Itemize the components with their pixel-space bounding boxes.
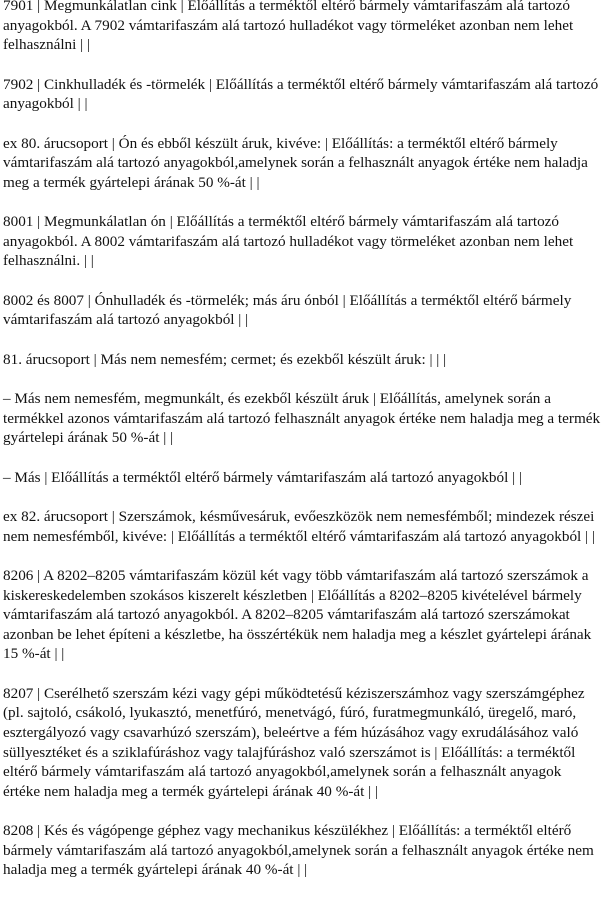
paragraph-81: 81. árucsoport | Más nem nemesfém; cermet; és ezekből készült áruk: | | | — [3, 350, 447, 368]
paragraph-8207: 8207 | Cserélhető szerszám kézi vagy gépi működtetésű kéziszerszámhoz vagy szerszámgéphez (pl. sajtoló, csákoló, lyukasztó, menetfúró, menetvágó, fúró, furatmegmunkáló, üregelő, maró, esztergályozó vagy csavarhúzó szerszám), beleértve a fém húzásához vagy exrudálásához való süllyesztéket és a sziklafúráshoz vagy talajfúráshoz való szerszámot is | Előállítás: a terméktől eltérő bármely vámtarifaszám alá tartozó anyagokból,amelynek során a felhasznált anyagok értéke nem haladja meg a termék gyártelepi árának 40 %-át | | — [3, 684, 585, 800]
paragraph-ex-82: ex 82. árucsoport | Szerszámok, késművesáruk, evőeszközök nem nemesfémből; mindezek részei nem nemesfémből, kivéve: | Előállítás a terméktől eltérő vámtarifaszám alá tartozó anyagokból | | — [3, 508, 595, 545]
document-body — [3, 0, 601, 900]
paragraph-8206: 8206 | A 8202–8205 vámtarifaszám közül két vagy több vámtarifaszám alá tartozó szerszámok a kiskereskedelemben szokásos kiszerelt készletben | Előállítás a 8202–8205 kivételével bármely vámtarifaszám alá tartozó anyagokból. A 8202–8205 vámtarifaszám alá tartozó szerszámokat azonban be lehet építeni a készletbe, ha összértékük nem haladja meg a készlet gyártelepi árának 15 %-át | | — [3, 567, 592, 663]
paragraph-8001: 8001 | Megmunkálatlan ón | Előállítás a terméktől eltérő bármely vámtarifaszám alá tartozó anyagokból. A 8002 vámtarifaszám alá tartozó hulladékot vagy törmeléket azonban nem lehet felhasználni. | | — [3, 213, 574, 270]
paragraph-8002-8007: 8002 és 8007 | Ónhulladék és -törmelék; más áru ónból | Előállítás a terméktől eltérő bármely vámtarifaszám alá tartozó anyagokból | | — [3, 291, 572, 329]
paragraph-mas: – Más | Előállítás a terméktől eltérő bármely vámtarifaszám alá tartozó anyagokból | | — [3, 468, 522, 486]
paragraph-7901: 7901 | Megmunkálatlan cink | Előállítás a terméktől eltérő bármely vámtarifaszám alá tartozó anyagokból. A 7902 vámtarifaszám alá tartozó hulladékot vagy törmeléket azonban nem lehet felhasználni | | — [3, 0, 574, 54]
paragraph-7902: 7902 | Cinkhulladék és -törmelék | Előállítás a terméktől eltérő bármely vámtarifaszám alá tartozó anyagokból | | — [3, 75, 599, 113]
paragraph-8208: 8208 | Kés és vágópenge géphez vagy mechanikus készülékhez | Előállítás: a terméktől eltérő bármely vámtarifaszám alá tartozó anyagokból,amelynek során a felhasznált anyagok értéke nem haladja meg a termék gyártelepi árának 40 %-át | | — [3, 822, 594, 879]
paragraph-mas-nem-nemesfem: – Más nem nemesfém, megmunkált, és ezekből készült áruk | Előállítás, amelynek során a termékkel azonos vámtarifaszám alá tartozó felhasznált anyagok értéke nem haladja meg a termék gyártelepi árának 50 %-át | | — [3, 390, 601, 447]
paragraph-ex-80: ex 80. árucsoport | Ón és ebből készült áruk, kivéve: | Előállítás: a terméktől eltérő bármely vámtarifaszám alá tartozó anyagokból,amelynek során a felhasznált anyagok értéke nem haladja meg a termék gyártelepi árának 50 %-át | | — [3, 134, 588, 191]
